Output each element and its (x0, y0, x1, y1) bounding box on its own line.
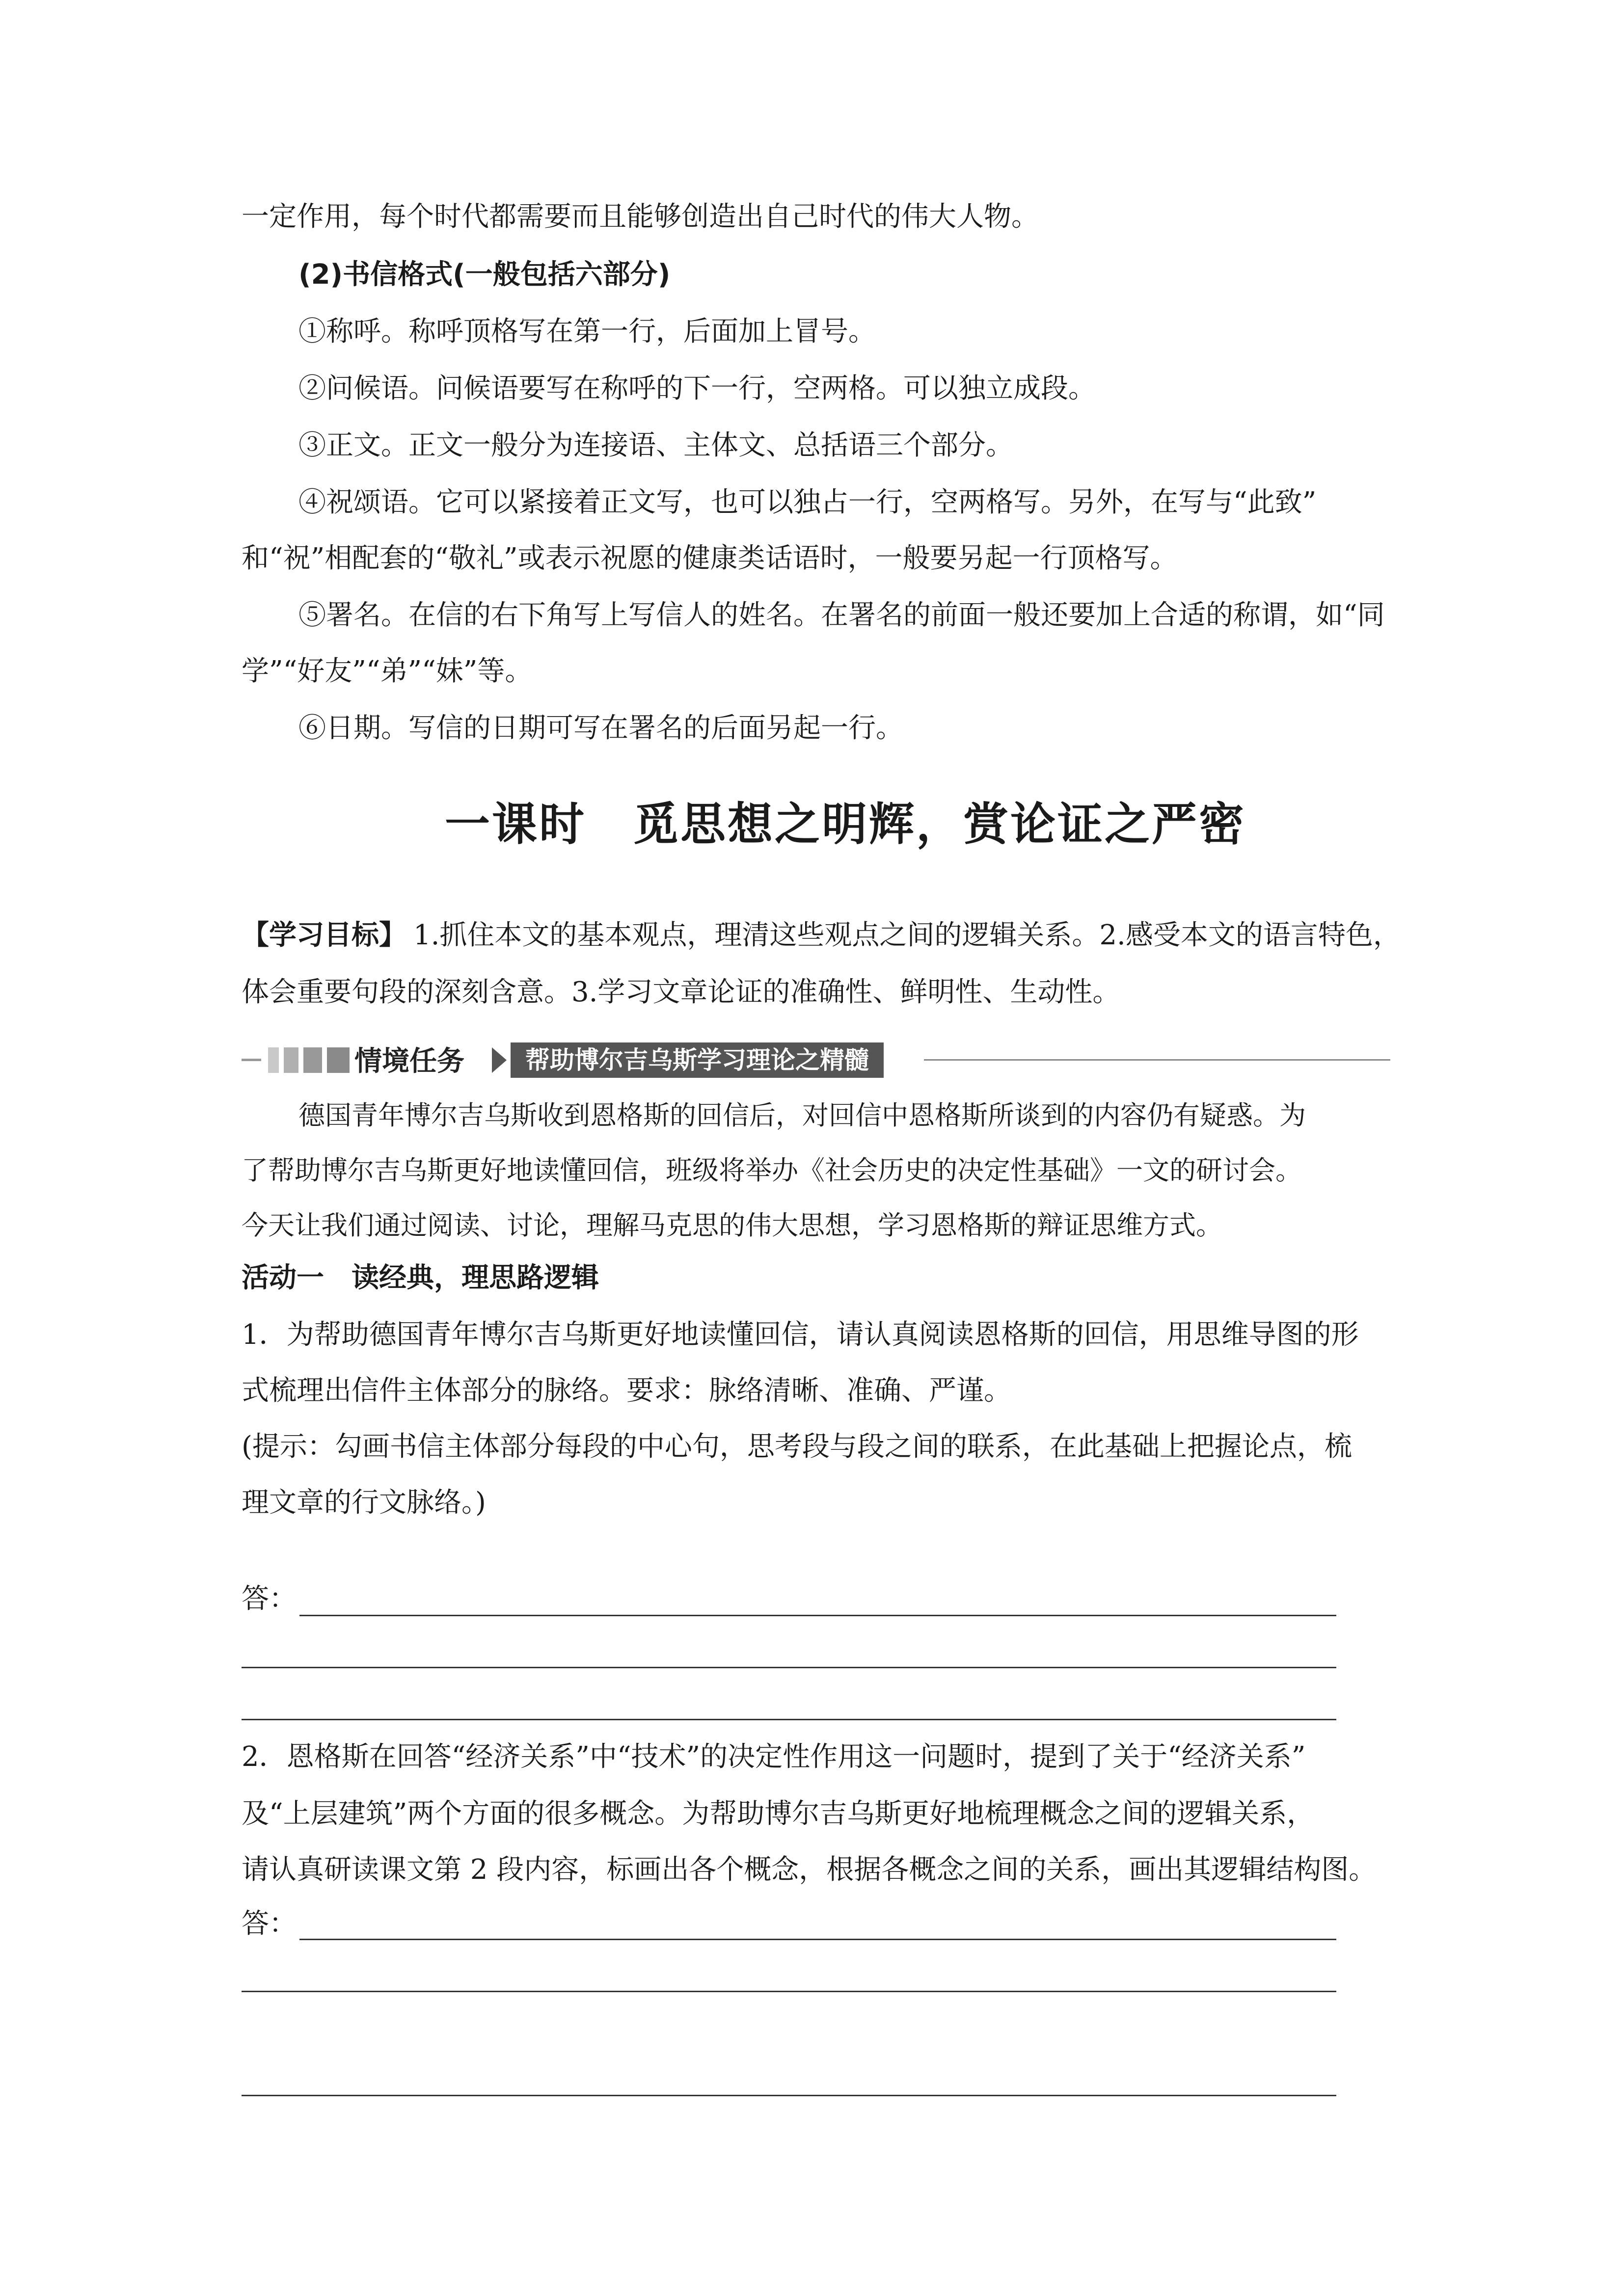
letter-item-signature-line2: 学”“好友”“弟”“妹”等。 (242, 655, 533, 687)
letter-format-heading: (2)书信格式(一般包括六部分) (298, 259, 671, 291)
objectives-line2: 体会重要句段的深刻含意。3.学习文章论证的准确性、鲜明性、生动性。 (242, 976, 1120, 1008)
banner-block (303, 1047, 322, 1073)
q2-answer-label: 答： (242, 1908, 297, 1940)
q2-answer-line[interactable] (242, 2095, 1336, 2096)
letter-item-signature-line1: ⑤署名。在信的右下角写上写信人的姓名。在署名的前面一般还要加上合适的称谓，如“同 (298, 599, 1385, 631)
banner-block (284, 1047, 298, 1073)
objectives-line1 (242, 916, 1401, 955)
q2-line1: 2．恩格斯在回答“经济关系”中“技术”的决定性作用这一问题时，提到了关于“经济关系” (242, 1741, 1306, 1773)
scenario-line1: 德国青年博尔吉乌斯收到恩格斯的回信后，对回信中恩格斯所谈到的内容仍有疑惑。为 (298, 1100, 1306, 1131)
q1-hint-line1: (提示：勾画书信主体部分每段的中心句，思考段与段之间的联系，在此基础上把握论点，梳 (242, 1431, 1352, 1463)
q2-line2: 及“上层建筑”两个方面的很多概念。为帮助博尔吉乌斯更好地梳理概念之间的逻辑关系， (242, 1798, 1315, 1830)
scenario-line2: 了帮助博尔吉乌斯更好地读懂回信，班级将举办《社会历史的决定性基础》一文的研讨会。 (242, 1155, 1302, 1186)
lesson-title: 一课时 觅思想之明辉，赏论证之严密 (445, 798, 1246, 851)
letter-item-closing-line1: ④祝颂语。它可以紧接着正文写，也可以独占一行，空两格写。另外，在写与“此致” (298, 486, 1317, 518)
objectives-label: 【学习目标】 (242, 919, 406, 951)
q2-line3: 请认真研读课文第 2 段内容，标画出各个概念，根据各概念之间的关系，画出其逻辑结构图。 (242, 1854, 1377, 1886)
letter-item-salutation: ①称呼。称呼顶格写在第一行，后面加上冒号。 (298, 316, 876, 347)
q1-answer-line[interactable] (242, 1667, 1336, 1668)
banner-block (327, 1047, 350, 1073)
q1-answer-label: 答： (242, 1583, 297, 1615)
intro-continuation: 一定作用，每个时代都需要而且能够创造出自己时代的伟大人物。 (242, 201, 1039, 233)
banner-block (268, 1047, 279, 1073)
letter-item-body: ③正文。正文一般分为连接语、主体文、总括语三个部分。 (298, 429, 1013, 461)
q1-line1: 1．为帮助德国青年博尔吉乌斯更好地读懂回信，请认真阅读恩格斯的回信，用思维导图的形 (242, 1319, 1359, 1351)
q1-hint-line2: 理文章的行文脉络。) (242, 1487, 486, 1519)
objectives-text-1: 1.抓住本文的基本观点，理清这些观点之间的逻辑关系。2.感受本文的语言特色， (413, 919, 1401, 951)
q1-answer-line[interactable] (242, 1719, 1336, 1720)
q2-answer-line[interactable] (242, 1991, 1336, 1992)
banner-task-title: 帮助博尔吉乌斯学习理论之精髓 (511, 1042, 884, 1078)
banner-dash (242, 1059, 261, 1061)
task-banner (242, 1038, 1390, 1082)
banner-rule (924, 1059, 1390, 1061)
banner-label: 情境任务 (354, 1045, 464, 1077)
q1-answer-line[interactable] (299, 1615, 1336, 1616)
scenario-line3: 今天让我们通过阅读、讨论，理解马克思的伟大思想，学习恩格斯的辩证思维方式。 (242, 1210, 1222, 1241)
letter-item-greeting: ②问候语。问候语要写在称呼的下一行，空两格。可以独立成段。 (298, 373, 1096, 404)
activity1-heading: 活动一 读经典，理思路逻辑 (242, 1262, 599, 1294)
letter-item-closing-line2: 和“祝”相配套的“敬礼”或表示祝愿的健康类话语时，一般要另起一行顶格写。 (242, 542, 1178, 574)
banner-arrow-icon (492, 1047, 507, 1073)
q2-answer-line[interactable] (299, 1939, 1336, 1940)
q1-line2: 式梳理出信件主体部分的脉络。要求：脉络清晰、准确、严谨。 (242, 1375, 1011, 1407)
letter-item-date: ⑥日期。写信的日期可写在署名的后面另起一行。 (298, 712, 903, 744)
